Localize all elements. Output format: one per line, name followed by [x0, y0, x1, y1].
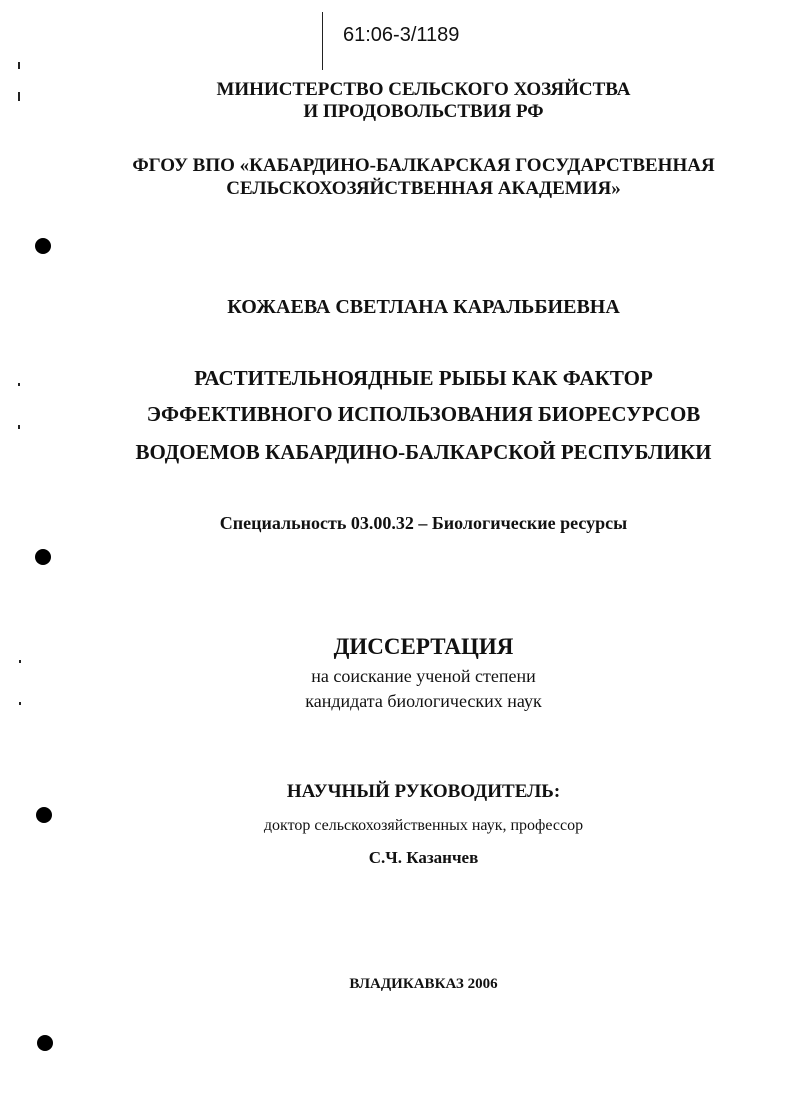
title-line-1: РАСТИТЕЛЬНОЯДНЫЕ РЫБЫ КАК ФАКТОР — [194, 366, 653, 390]
scan-mark — [18, 62, 20, 69]
specialty: Специальность 03.00.32 – Биологические ресурсы — [219, 513, 628, 533]
punch-hole-1 — [35, 238, 51, 254]
work-type-heading: ДИССЕРТАЦИЯ — [333, 634, 514, 659]
place-year: ВЛАДИКАВКАЗ 2006 — [349, 976, 498, 992]
title-line-3: ВОДОЕМОВ КАБАРДИНО-БАЛКАРСКОЙ РЕСПУБЛИКИ — [135, 440, 712, 464]
punch-hole-4 — [37, 1035, 53, 1051]
degree-line-1: на соискание ученой степени — [311, 666, 536, 686]
institution-line-1: ФГОУ ВПО «КАБАРДИНО-БАЛКАРСКАЯ ГОСУДАРСТВЕННАЯ — [132, 155, 715, 176]
ministry-line-1: МИНИСТЕРСТВО СЕЛЬСКОГО ХОЗЯЙСТВА — [216, 79, 631, 100]
scan-mark — [19, 660, 21, 663]
degree-line-2: кандидата биологических наук — [305, 691, 542, 711]
punch-hole-2 — [35, 549, 51, 565]
institution-line-2: СЕЛЬСКОХОЗЯЙСТВЕННАЯ АКАДЕМИЯ» — [226, 178, 621, 199]
title-line-2: ЭФФЕКТИВНОГО ИСПОЛЬЗОВАНИЯ БИОРЕСУРСОВ — [146, 402, 701, 426]
author-name: КОЖАЕВА СВЕТЛАНА КАРАЛЬБИЕВНА — [227, 296, 620, 318]
archive-number: 61:06-3/1189 — [343, 24, 460, 46]
ministry-line-2: И ПРОДОВОЛЬСТВИЯ РФ — [303, 101, 544, 122]
supervisor-degree: доктор сельскохозяйственных наук, профессор — [263, 817, 584, 834]
stamp-divider — [322, 12, 323, 70]
supervisor-name: С.Ч. Казанчев — [368, 848, 479, 867]
supervisor-heading: НАУЧНЫЙ РУКОВОДИТЕЛЬ: — [286, 781, 561, 802]
